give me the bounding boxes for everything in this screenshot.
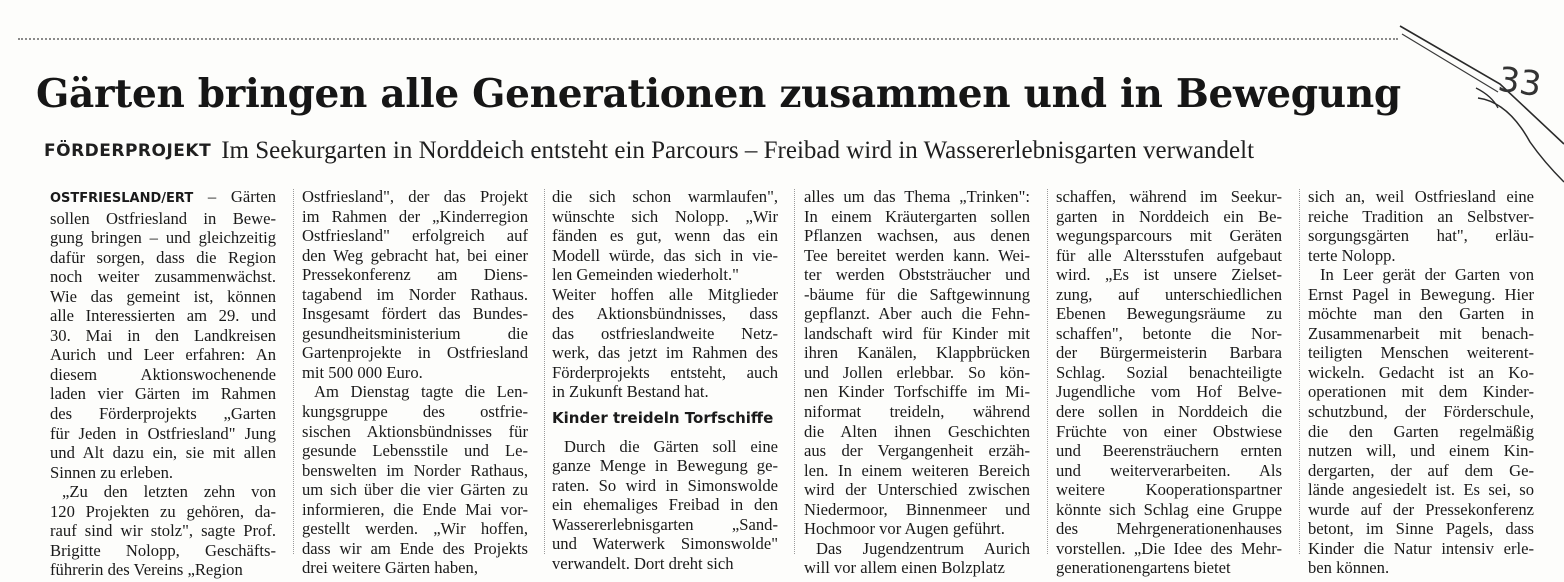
text-line: ben können. [1308,558,1390,578]
text-line: diesem Aktionswochenende [50,364,276,384]
text-line: dergarten, der auf dem Ge- [1308,460,1534,480]
subheadline: Im Seekurgarten in Norddeich entsteht ein Parcours – Freibad wird in Wassererlebnisgarten verwandelt [221,137,1255,164]
text-line: des Förderprojekts „Garten [50,404,276,424]
text-line: des Mehrgenerationenhauses [1056,519,1282,539]
column-divider [794,189,795,554]
text-line: Am Dienstag tagte die Len- [314,382,528,402]
text-line: In einem Kräutergarten sollen [804,206,1030,226]
text-line: raten. So wird in Simonswolde [552,475,778,495]
text-line: rauf sind wir stolz", sagte Prof. [50,521,276,541]
subheadline-row [44,136,1504,166]
text-line: Wassererlebnisgarten „Sand- [552,514,778,534]
column-divider [1047,189,1048,554]
text-line: verwandelt. Dort dreht sich [552,553,734,573]
text-line: und Waterwerk Simonswolde" [552,534,778,554]
text-line: ein ehemaliges Freibad in den [552,495,778,515]
text-line: und Beerensträuchern ernten [1056,441,1282,461]
text-line: werk, das jetzt im Rahmen des [552,343,778,363]
text-line: Weiter hoffen alle Mitglieder [552,284,778,304]
text-line: mit 500 000 Euro. [302,362,423,382]
text-line: die Alten ihnen Geschichten [804,421,1030,441]
text-line: Früchte von einer Obstwiese [1056,421,1282,441]
text-line: sich an, weil Ostfriesland eine [1308,187,1534,206]
column-divider [544,189,545,554]
text-line: möchte man den Garten in [1308,304,1534,324]
text-line: lände angesiedelt ist. Es sei, so [1308,480,1534,500]
text-line: aus der Vergangenheit erzäh- [804,441,1030,461]
text-line: Das Jugendzentrum Aurich [816,538,1030,558]
text-line: – Gärten [207,187,276,206]
text-line: Zusammenarbeit mit benach- [1308,323,1534,343]
text-line: wegungsparcours mit Geräten [1056,226,1282,246]
text-line: die sich schon warmlaufen", [552,187,778,206]
headline: Gärten bringen alle Generationen zusammen und in Bewegung [36,71,1401,117]
page-mark-text: 33 [1495,59,1544,106]
text-line: Ebenen Bewegungsräume zu [1056,304,1282,324]
text-line: schaffen", betonte die Nor- [1056,323,1282,343]
text-line: informieren, die Ende Mai vor- [302,499,528,519]
text-line: die den Garten regelmäßig [1308,421,1534,441]
text-line: führerin des Vereins „Region [50,560,243,580]
text-line: Gartenprojekte in Ostfriesland [302,343,528,363]
text-line: 120 Projekten zu gehören, da- [50,501,276,521]
text-line: könnte sich Schlag eine Gruppe [1056,499,1282,519]
text-line: reiche Tradition an Selbstver- [1308,206,1534,226]
column-4 [804,187,1030,578]
handwritten-page-mark [1380,22,1564,192]
text-line: wurde auf der Pressekonferenz [1308,499,1534,519]
text-line: im Rahmen der „Kinderregion [302,206,528,226]
column-1 [50,187,276,580]
text-line: den Weg gebracht hat, bei einer [302,245,528,265]
text-line: gung bringen – und gleichzeitig [50,228,276,248]
text-line: nutzen will, und einem Kin- [1308,441,1534,461]
text-line: weitere Kooperationspartner [1056,480,1282,500]
dateline: OSTFRIESLAND/ERT [50,191,194,206]
text-line: gesunde Lebensstile und Le- [302,441,528,461]
text-line: in Zukunft Bestand hat. [552,382,709,402]
column-3 [552,187,778,573]
text-line: betont, im Sinne Pagels, dass [1308,519,1534,539]
text-line: Schlag. Sozial benachteiligte [1056,362,1282,382]
text-line: das ostfrieslandweite Netz- [552,323,778,343]
text-line: laden vier Gärten im Rahmen [50,384,276,404]
text-line: generationengartens bietet [1056,558,1231,578]
text-line: Hochmoor vor Augen geführt. [804,519,1005,539]
text-line: dafür sorgen, dass die Region [50,247,276,267]
article-body [50,187,1550,580]
dateline-line [50,187,276,209]
text-line: Tee bereitet werden kann. Wei- [804,245,1030,265]
text-line: ihren Kanälen, Klappbrücken [804,343,1030,363]
text-line: fänden es gut, wenn das ein [552,226,778,246]
text-line: wird. „Es ist unsere Zielset- [1056,265,1282,285]
text-line: gepflanzt. Aber auch die Fehn- [804,304,1030,324]
column-divider [293,189,294,554]
text-line: alles um das Thema „Trinken": [804,187,1030,206]
text-line: und Jollen erlebbar. So kön- [804,362,1030,382]
text-line: dere sollen in Norddeich die [1056,402,1282,422]
column-2 [302,187,528,578]
text-line: für Jeden in Ostfriesland" Jung [50,423,276,443]
text-line: Kinder die Natur intensiv erle- [1308,538,1534,558]
text-line: landschaft wird für Kinder mit [804,323,1030,343]
text-line: Wie das gemeint ist, können [50,286,276,306]
text-line: nen Kinder Torfschiffe im Mi- [804,382,1030,402]
text-line: Pressekonferenz am Diens- [302,265,528,285]
text-line: „Zu den letzten zehn von [62,482,276,502]
text-line: zung, auf unterschiedlichen [1056,284,1282,304]
text-line: garten in Norddeich ein Be- [1056,206,1282,226]
text-line: Durch die Gärten soll eine [564,436,778,456]
text-line: len Gemeinden wiederholt." [552,265,739,285]
text-line: wickeln. Gedacht ist an Ko- [1308,362,1534,382]
text-line: vorstellen. „Die Idee des Mehr- [1056,538,1282,558]
text-line: sollen Ostfriesland in Bewe- [50,208,276,228]
text-line: kungsgruppe des ostfrie- [302,402,528,422]
column-6 [1308,187,1534,578]
text-line: 30. Mai in den Landkreisen [50,325,276,345]
text-line: Ostfriesland", der das Projekt [302,187,528,206]
text-line: tagabend im Norder Rathaus. [302,284,528,304]
text-line: benswelten im Norder Rathaus, [302,460,528,480]
text-line: gestellt werden. „Wir hoffen, [302,519,528,539]
text-line: sischen Aktionsbündnisses für [302,421,528,441]
text-line: wird der Unterschied zwischen [804,480,1030,500]
text-line: Insgesamt fördert das Bundes- [302,304,528,324]
text-line: für alle Altersstufen aufgebaut [1056,245,1282,265]
text-line: will vor allem einen Bolzplatz [804,558,1005,578]
text-line: Brigitte Nolopp, Geschäfts- [50,540,276,560]
text-line: Förderprojekts entsteht, auch [552,362,778,382]
text-line: Ernst Pagel in Bewegung. Hier [1308,284,1534,304]
text-line: ganze Menge in Bewegung ge- [552,456,778,476]
text-line: teiligten Menschen weiterent- [1308,343,1534,363]
text-line: niformat treideln, während [804,402,1030,422]
section-subhead: Kinder treideln Torfschiffe [552,409,774,428]
text-line: terte Nolopp. [1308,245,1396,265]
text-line: des Aktionsbündnisses, dass [552,304,778,324]
text-line: drei weitere Gärten haben, [302,558,478,578]
text-line: schaffen, während im Seekur- [1056,187,1282,206]
text-line: sorgungsgärten hat", erläu- [1308,226,1534,246]
kicker: FÖRDERPROJEKT [44,141,212,161]
text-line: ter werden Obststräucher und [804,265,1030,285]
text-line: Jugendliche vom Hof Belve- [1056,382,1282,402]
text-line: operationen mit dem Kinder- [1308,382,1534,402]
text-line: Niedermoor, Binnenmeer und [804,499,1030,519]
text-line: noch weiter zusammenwächst. [50,267,276,287]
text-line: Modell würde, das sich in vie- [552,245,778,265]
text-line: dass wir am Ende des Projekts [302,538,528,558]
text-line: gesundheitsministerium die [302,323,528,343]
text-line: wünschte sich Nolopp. „Wir [552,206,778,226]
text-line: Pflanzen wachsen, aus denen [804,226,1030,246]
text-line: schutzbund, der Förderschule, [1308,402,1534,422]
text-line: Aurich und Leer erfahren: An [50,345,276,365]
column-divider [1299,189,1300,554]
text-line: und Alt dazu ein, sie mit allen [50,443,276,463]
text-line: alle Interessierten am 29. und [50,306,276,326]
top-rule [18,38,1398,40]
text-line: um sich über die vier Gärten zu [302,480,528,500]
text-line: der Bürgermeisterin Barbara [1056,343,1282,363]
text-line: und weiterverarbeiten. Als [1056,460,1282,480]
text-line: Sinnen zu erleben. [50,462,174,482]
column-5 [1056,187,1282,578]
text-line: -bäume für die Saftgewinnung [804,284,1030,304]
text-line: len. In einem weiteren Bereich [804,460,1030,480]
text-line: Ostfriesland" erfolgreich auf [302,226,528,246]
text-line: In Leer gerät der Garten von [1320,265,1534,285]
